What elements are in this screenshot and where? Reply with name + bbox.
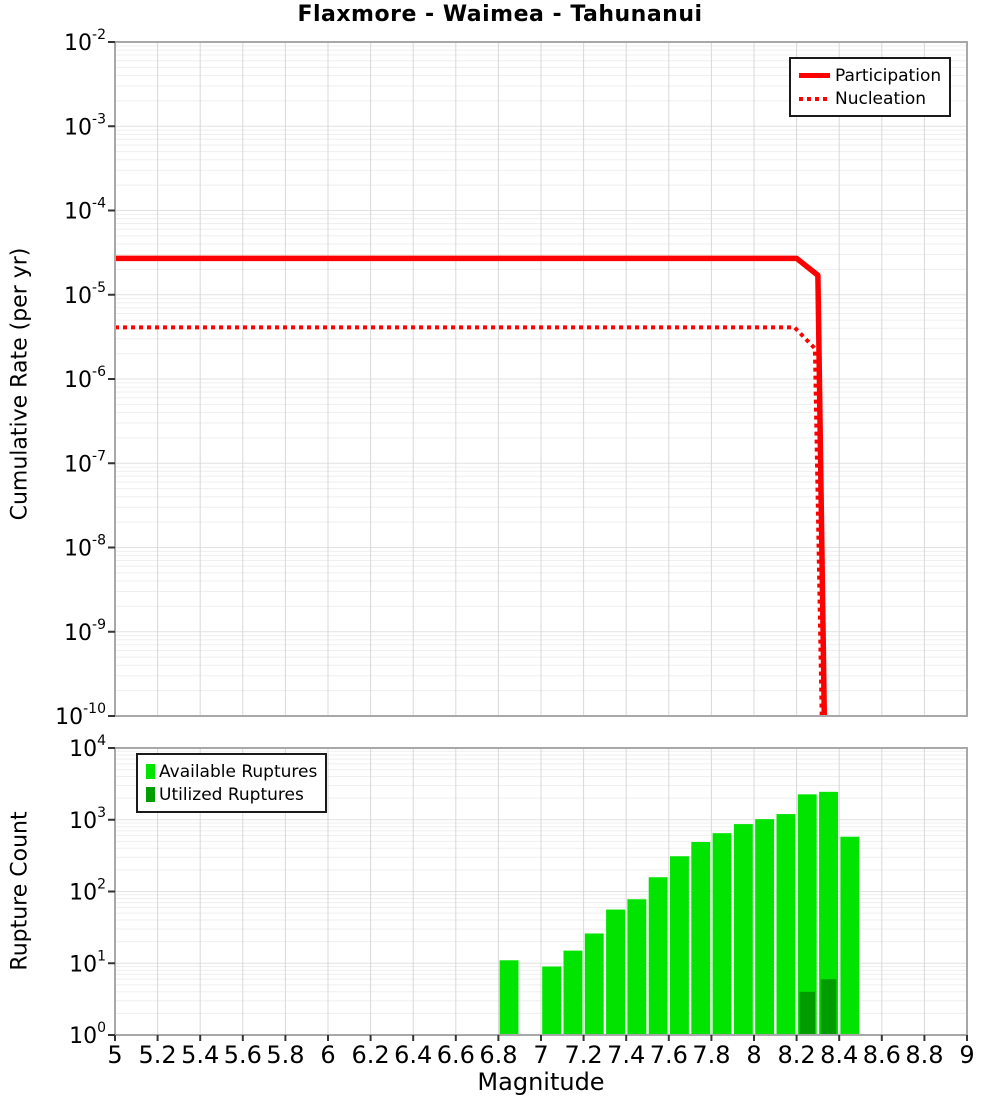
legend-row-participation <box>799 66 941 86</box>
bar-available-ruptures <box>670 856 689 1034</box>
x-tick-label: 6.6 <box>436 1041 475 1069</box>
utilized-ruptures-legend-label: Utilized Ruptures <box>159 784 304 805</box>
bar-available-ruptures <box>840 837 859 1034</box>
bar-available-ruptures <box>713 833 732 1034</box>
y-tick-label: $10^{-6}$ <box>64 364 106 393</box>
rupture-legend <box>136 753 327 813</box>
x-tick-label: 7.4 <box>607 1041 646 1069</box>
y-tick-label: $10^{-3}$ <box>64 111 106 141</box>
cumulative-rate-axis-title: Cumulative Rate (per yr) <box>7 247 33 521</box>
y-tick-label: $10^1$ <box>69 948 106 978</box>
y-tick-label: $10^{-9}$ <box>64 616 106 646</box>
y-tick-label: $10^{-7}$ <box>64 448 106 478</box>
x-tick-label: 6.2 <box>351 1041 390 1069</box>
participation-legend-label: Participation <box>835 65 942 86</box>
y-tick-label: $10^{-2}$ <box>64 27 106 56</box>
nucleation-line-sample <box>799 97 828 101</box>
available-ruptures-legend-label: Available Ruptures <box>159 761 318 782</box>
bar-available-ruptures <box>755 819 774 1034</box>
y-tick-label: $10^4$ <box>69 733 106 762</box>
participation-line-sample <box>799 73 830 78</box>
y-tick-label: $10^{-4}$ <box>64 195 106 225</box>
bar-available-ruptures <box>649 877 668 1034</box>
x-tick-label: 6 <box>320 1041 336 1069</box>
x-tick-label: 5.6 <box>223 1041 262 1069</box>
legend-row-utilized <box>146 785 317 805</box>
x-tick-label: 5.4 <box>181 1041 220 1069</box>
x-tick-label: 6.4 <box>394 1041 433 1069</box>
y-tick-label: $10^{-5}$ <box>64 279 106 309</box>
x-tick-label: 7.2 <box>564 1041 603 1069</box>
bar-available-ruptures <box>734 824 753 1034</box>
y-tick-label: $10^2$ <box>69 876 106 906</box>
y-tick-label: $10^0$ <box>69 1020 106 1049</box>
y-tick-label: $10^{-8}$ <box>64 532 106 562</box>
x-tick-label: 8.4 <box>820 1041 859 1069</box>
bar-available-ruptures <box>585 933 604 1034</box>
available-ruptures-swatch <box>146 764 155 779</box>
x-tick-label: 7.6 <box>649 1041 688 1069</box>
x-tick-label: 5.2 <box>138 1041 177 1069</box>
bar-available-ruptures <box>627 899 646 1034</box>
magnitude-axis-title: Magnitude <box>477 1068 605 1096</box>
x-tick-label: 5.8 <box>266 1041 305 1069</box>
chart-title: Flaxmore - Waimea - Tahunanui <box>297 2 703 27</box>
bar-available-ruptures <box>564 951 583 1034</box>
x-tick-label: 7.8 <box>692 1041 731 1069</box>
rupture-count-axis-title: Rupture Count <box>7 811 33 971</box>
legend-row-nucleation <box>799 89 941 109</box>
y-tick-label: $10^3$ <box>69 804 106 834</box>
x-tick-label: 8.8 <box>905 1041 944 1069</box>
bar-available-ruptures <box>500 960 519 1034</box>
rate-legend <box>789 57 951 117</box>
bar-available-ruptures <box>542 967 561 1034</box>
x-tick-label: 5 <box>107 1041 123 1069</box>
bar-utilized-ruptures <box>821 979 837 1034</box>
legend-row-available <box>146 762 317 782</box>
x-tick-label: 7 <box>533 1041 549 1069</box>
x-tick-label: 9 <box>959 1041 975 1069</box>
x-tick-label: 6.8 <box>479 1041 518 1069</box>
y-tick-label: $10^{-10}$ <box>55 701 106 730</box>
nucleation-legend-label: Nucleation <box>835 88 927 109</box>
x-tick-label: 8 <box>746 1041 762 1069</box>
bar-utilized-ruptures <box>799 992 815 1034</box>
bar-available-ruptures <box>691 842 710 1034</box>
x-tick-label: 8.2 <box>777 1041 816 1069</box>
bar-available-ruptures <box>606 910 625 1034</box>
utilized-ruptures-swatch <box>146 787 155 802</box>
x-tick-label: 8.6 <box>862 1041 901 1069</box>
bar-available-ruptures <box>777 814 796 1034</box>
